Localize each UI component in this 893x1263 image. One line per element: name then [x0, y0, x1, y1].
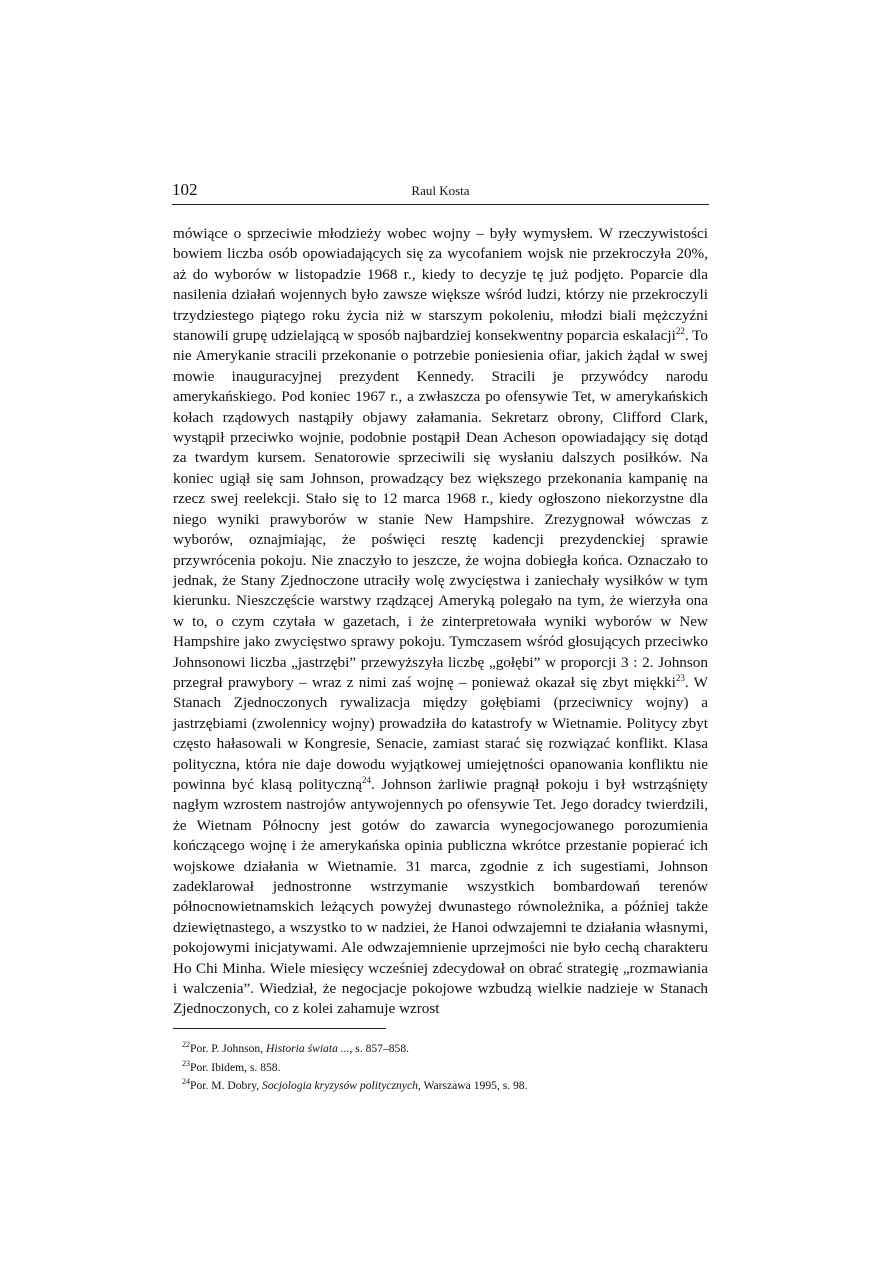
running-head-author: Raul Kosta	[411, 183, 470, 198]
footnote-24	[182, 1077, 702, 1096]
footnote-22	[182, 1040, 702, 1059]
footnote-cited-title: Historia świata ...	[266, 1042, 350, 1055]
body-text-segment: mówiące o sprzeciwie młodzieży wobec wojny – były wymysłem. W rzeczywistości bowiem liczba osób opowiadających się za wycofaniem wojsk nie przekroczyła 20%, aż do wyborów w listopadzie 1968 r., kiedy to decyzje tę już podjęto. Poparcie dla nasilenia działań wojennych było zawsze większe wśród ludzi, którzy nie przekroczyli trzydziestego piątego roku życia niż w starszym pokoleniu, młodzi biali mężczyźni stanowili grupę udzielającą w sposób najbardziej konsekwentny poparcia eskalacji	[173, 225, 708, 345]
body-paragraph	[173, 224, 708, 1020]
page-header	[172, 180, 709, 205]
body-text-segment: . To nie Amerykanie stracili przekonanie o potrzebie poniesienia ofiar, jakich żądał w swej mowie inauguracyjnej prezydent Kennedy. Stracili je przywódcy narodu amerykańskiego. Pod koniec 1967 r., a zwłaszcza po ofensywie Tet, w amerykańskich kołach rządowych nastąpiły objawy załamania. Sekretarz obrony, Clifford Clark, wystąpił przeciwko wojnie, podobnie postąpił Dean Acheson opowiadający się dotąd za twardym kursem. Senatorowie sprzeciwili się wysłaniu dalszych posiłków. Na koniec ugiął się sam Johnson, prowadzący bez większego przekonania kampanię na rzecz swej reelekcji. Stało się to 12 marca 1968 r., kiedy ogłoszono niekorzystne dla niego wyniki prawyborów w stanie New Hampshire. Zrezygnował wówczas z wyborów, oznajmiając, że poświęci resztę kadencji prezydenckiej sprawie przywrócenia pokoju. Nie znaczyło to jeszcze, że wojna dobiegła końca. Oznaczało to jednak, że Stany Zjednoczone utraciły wolę zwycięstwa i zaniechały wysiłków w tym kierunku. Nieszczęście warstwy rządzącej Ameryką polegało na tym, że wierzyła ona w to, o czym czytała w gazetach, i że zinterpretowała wyniki wyborów w New Hampshire jako zwycięstwo sprawy pokoju. Tymczasem wśród głosujących przeciwko Johnsonowi liczba „jastrzębi” przewyższyła liczbę „gołębi” w proporcji 3 : 2. Johnson przegrał prawybory – wraz z nimi zaś wojnę – ponieważ okazał się zbyt miękki	[173, 327, 708, 691]
footnote-text: Por. P. Johnson,	[190, 1042, 267, 1055]
footnote-text: , Warszawa 1995, s. 98.	[417, 1079, 528, 1092]
page-number: 102	[172, 180, 198, 199]
footnote-23	[182, 1059, 702, 1078]
footnote-number: 22	[182, 1040, 190, 1050]
footnote-separator	[173, 1028, 386, 1029]
footnote-ref-24: 24	[361, 774, 371, 785]
footnote-ref-22: 22	[675, 325, 685, 336]
footnote-text: Por. Ibidem, s. 858.	[190, 1060, 281, 1074]
footnote-number: 23	[182, 1058, 190, 1068]
footnotes	[182, 1040, 702, 1096]
footnote-text: Por. M. Dobry,	[190, 1079, 263, 1092]
body-text-segment: . Johnson żarliwie pragnął pokoju i był wstrząśnięty nagłym wzrostem nastrojów antywojennych po ofensywie Tet. Jego doradcy twierdzili, że Wietnam Północny jest gotów do zawarcia wynegocjowanego porozumienia kończącego wojnę i że amerykańska opinia publiczna wkrótce przestanie popierać ich wojskowe działania w Wietnamie. 31 marca, zgodnie z ich sugestiami, Johnson zadeklarował jednostronne wstrzymanie wszystkich bombardowań terenów północnowietnamskich leżących powyżej dwunastego równoleżnika, a później także dziewiętnastego, a wszystko to w nadziei, że Hanoi odwzajemni te działania własnymi, pokojowymi inicjatywami. Ale odwzajemnienie uprzejmości nie było cechą charakteru Ho Chi Minha. Wiele miesięcy wcześniej zdecydował on obrać strategię „rozmawiania i walczenia”. Wiedział, że negocjacje pokojowe wzbudzą wielkie nadzieje w Stanach Zjednoczonych, co z kolei zahamuje wzrost	[173, 775, 709, 1018]
footnote-ref-23: 23	[675, 672, 685, 683]
body-text	[173, 224, 708, 1020]
footnote-cited-title: Socjologia kryzysów politycznych	[262, 1079, 418, 1092]
footnote-text: , s. 857–858.	[349, 1042, 410, 1055]
body-text-segment: . W Stanach Zjednoczonych rywalizacja między gołębiami (przeciwnicy wojny) a jastrzębiami (zwolennicy wojny) prowadziła do katastrofy w Wietnamie. Politycy zbyt często hałasowali w Kongresie, Senacie, zamiast starać się rozwiązać konflikt. Klasa polityczna, która nie daje dowodu wyjątkowej umiejętności opanowania konfliktu nie powinna być klasą polityczną	[173, 673, 709, 793]
footnote-number: 24	[182, 1077, 190, 1087]
